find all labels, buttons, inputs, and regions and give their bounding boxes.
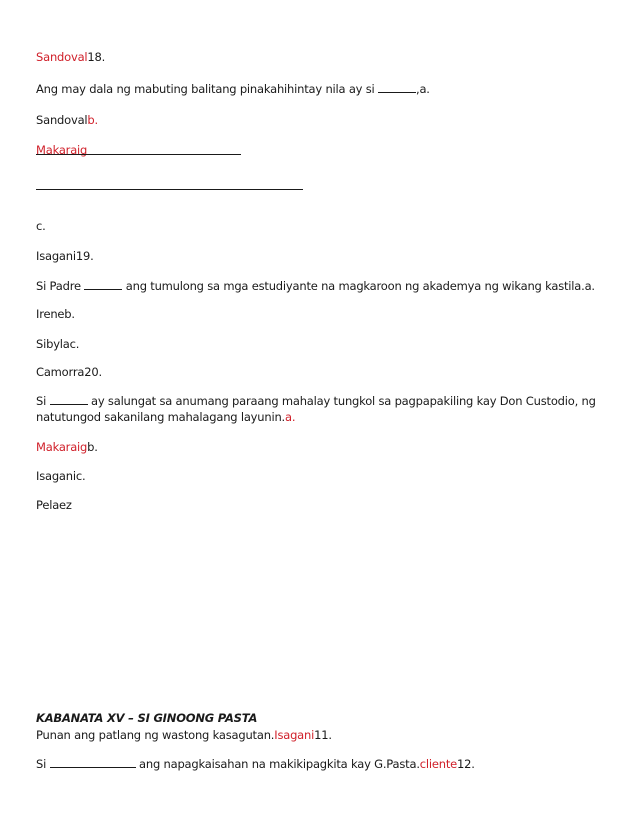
- item-number: 12.: [457, 757, 475, 771]
- answer-text: Sandoval: [36, 50, 88, 64]
- option-sandoval: [36, 113, 98, 127]
- answer-blank: [50, 403, 88, 405]
- divider-rule: [36, 189, 303, 190]
- option-text: Sandoval: [36, 113, 88, 127]
- option-irene: [36, 307, 75, 321]
- question-text: Si: [36, 757, 50, 771]
- question-text-end: ang tumulong sa mga estudiyante na magkaroon ng akademya ng wikang kastila.a.: [122, 279, 595, 293]
- option-letter: b.: [87, 440, 98, 454]
- answer-blank: [50, 766, 136, 768]
- option-camorra-20: [36, 365, 102, 379]
- answer-blank: [378, 91, 416, 93]
- answer-blank: [84, 288, 122, 290]
- question-text: natutungod sakanilang mahalagang layunin.: [36, 410, 286, 424]
- answer-text: Makaraig: [36, 440, 88, 454]
- question-17: [36, 82, 430, 96]
- option-text: c.: [36, 219, 46, 233]
- question-11: [36, 757, 475, 771]
- option-pelaez: [36, 498, 72, 512]
- item-number: 18.: [87, 50, 106, 64]
- instruction-line: [36, 728, 332, 742]
- option-text: Sibylac.: [36, 337, 80, 351]
- underline-rule: [36, 154, 241, 155]
- option-c: [36, 219, 46, 233]
- question-text-end: ang napagkaisahan na makikipagkita kay G.Pasta.: [135, 757, 420, 771]
- question-text: Si: [36, 394, 50, 408]
- option-isagani-19: [36, 249, 94, 263]
- instruction-text: Punan ang patlang ng wastong kasagutan.: [36, 728, 275, 742]
- answer-text: Isagani: [274, 728, 315, 742]
- option-text: Camorra20.: [36, 365, 102, 379]
- chapter-heading: KABANATA XV – SI GINOONG PASTA: [36, 711, 258, 725]
- question-text-end: ,a.: [415, 82, 430, 96]
- option-text: Isagani19.: [36, 249, 94, 263]
- option-isagani-c: [36, 469, 85, 483]
- option-text: Ireneb.: [36, 307, 75, 321]
- question-text: Ang may dala ng mabuting balitang pinakahihintay nila ay si: [36, 82, 378, 96]
- question-20: [36, 394, 596, 408]
- answer-text: cliente: [419, 757, 458, 771]
- option-text: Pelaez: [36, 498, 72, 512]
- option-sibyla: [36, 337, 79, 351]
- question-20-continued: [36, 410, 295, 424]
- option-makaraig-b: [36, 440, 98, 454]
- option-text: Isaganic.: [36, 469, 86, 483]
- answer-text: b.: [87, 113, 98, 127]
- question-19: [36, 279, 595, 293]
- answer-text: a.: [285, 410, 296, 424]
- question-text-end: ay salungat sa anumang paraang mahalay tungkol sa pagpapakiling kay Don Custodio, ng: [87, 394, 596, 408]
- answer-text: Makaraig: [36, 143, 88, 157]
- line-sandoval-18: [36, 50, 105, 64]
- question-text: Si Padre: [36, 279, 85, 293]
- item-number: 11.: [314, 728, 332, 742]
